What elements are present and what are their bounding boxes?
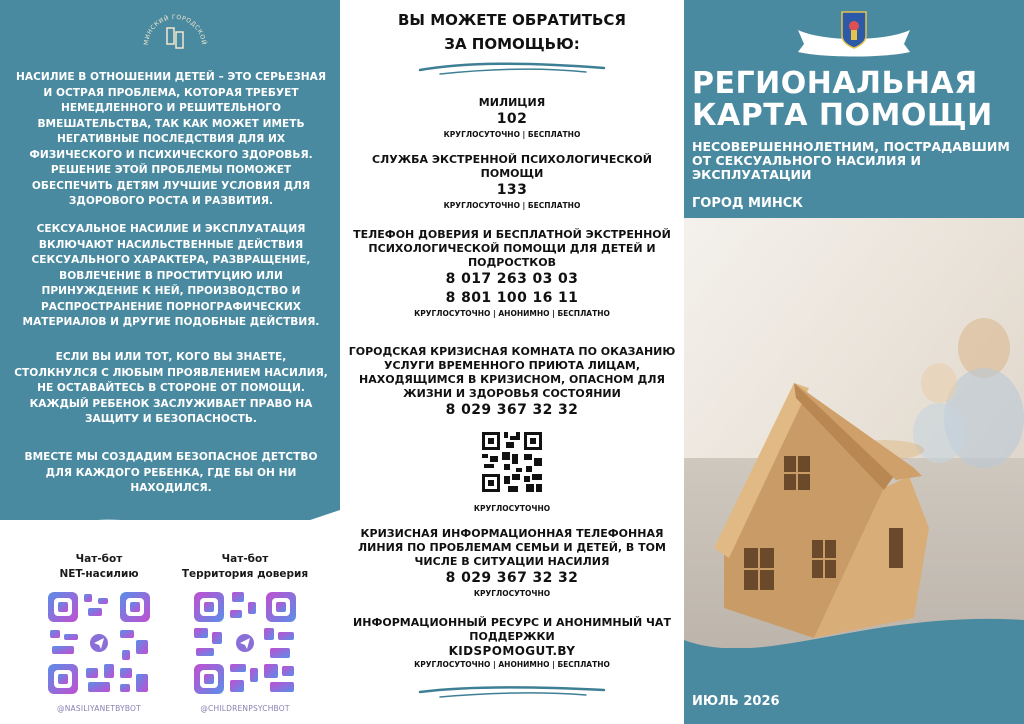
phone-number[interactable]: 8 029 367 32 32 <box>445 570 579 586</box>
swoosh-divider <box>416 684 608 702</box>
wave-divider <box>684 600 1024 670</box>
phone-number[interactable]: 8 801 100 16 11 <box>445 290 579 306</box>
swoosh-divider <box>416 60 608 78</box>
qr-code-icon[interactable] <box>190 588 300 698</box>
service-name: КРИЗИСНАЯ ИНФОРМАЦИОННАЯ ТЕЛЕФОННАЯ ЛИНИЯ ПО ПРОБЛЕМАМ СЕМЬИ И ДЕТЕЙ, В ТОМ ЧИСЛЕ В СИТУАЦИИ НАСИЛИЯ <box>358 527 666 568</box>
service-note: КРУГЛОСУТОЧНО | БЕСПЛАТНО <box>443 130 581 139</box>
title-line-2: КАРТА ПОМОЩИ <box>692 98 993 133</box>
heading-line-1: ВЫ МОЖЕТЕ ОБРАТИТЬСЯ <box>398 11 626 29</box>
city-label: ГОРОД МИНСК <box>692 196 803 211</box>
service-name: ТЕЛЕФОН ДОВЕРИЯ И БЕСПЛАТНОЙ ЭКСТРЕННОЙ ПСИХОЛОГИЧЕСКОЙ ПОМОЩИ ДЛЯ ДЕТЕЙ И ПОДРОСТКОВ <box>353 228 671 269</box>
coat-of-arms-icon <box>794 8 914 58</box>
bot-handle: @NASILIYANETBYBOT <box>57 704 141 713</box>
service-name: ГОРОДСКАЯ КРИЗИСНАЯ КОМНАТА ПО ОКАЗАНИЮ УСЛУГИ ВРЕМЕННОГО ПРИЮТА ЛИЦАМ, НАХОДЯЩИМСЯ В КРИЗИСНОМ, ОПАСНОМ ДЛЯ ЖИЗНИ И ЗДОРОВЬЯ СОСТОЯНИИ <box>348 345 676 400</box>
phone-number[interactable]: 8 029 367 32 32 <box>445 402 579 418</box>
heading-line-2: ЗА ПОМОЩЬЮ: <box>444 35 580 53</box>
service-child-helpline <box>346 228 678 320</box>
service-name: ИНФОРМАЦИОННЫЙ РЕСУРС И АНОНИМНЫЙ ЧАТ ПОДДЕРЖКИ <box>353 616 671 643</box>
phone-number[interactable]: 8 017 263 03 03 <box>445 271 579 287</box>
bot-handle: @CHILDRENPSYCHBOT <box>200 704 290 713</box>
service-name: СЛУЖБА ЭКСТРЕННОЙ ПСИХОЛОГИЧЕСКОЙ ПОМОЩИ <box>372 153 652 180</box>
service-note: КРУГЛОСУТОЧНО | АНОНИМНО | БЕСПЛАТНО <box>414 309 610 318</box>
service-note: КРУГЛОСУТОЧНО <box>473 589 551 598</box>
call-to-action-paragraph: ЕСЛИ ВЫ ИЛИ ТОТ, КОГО ВЫ ЗНАЕТЕ, СТОЛКНУЛСЯ С ЛЮБЫМ ПРОЯВЛЕНИЕМ НАСИЛИЯ, НЕ ОСТАВАЙТЕСЬ В СТОРОНЕ ОТ ПОМОЩИ. КАЖДЫЙ РЕБЕНОК ЗАСЛУЖИВАЕТ ПРАВО НА ЗАЩИТУ И БЕЗОПАСНОСТЬ. <box>14 351 328 425</box>
service-family-line <box>346 527 678 600</box>
house-photo-icon <box>684 218 1024 648</box>
service-psych-emergency <box>346 153 678 212</box>
left-panel <box>0 0 340 724</box>
closing-paragraph: ВМЕСТЕ МЫ СОЗДАДИМ БЕЗОПАСНОЕ ДЕТСТВО ДЛЯ КАЖДОГО РЕБЕНКА, ГДЕ БЫ ОН НИ НАХОДИЛСЯ. <box>24 451 318 494</box>
definition-paragraph: СЕКСУАЛЬНОЕ НАСИЛИЕ И ЭКСПЛУАТАЦИЯ ВКЛЮЧАЮТ НАСИЛЬСТВЕННЫЕ ДЕЙСТВИЯ СЕКСУАЛЬНОГО ХАРАКТЕРА, РАЗВРАЩЕНИЕ, ВОВЛЕЧЕНИЕ В ПРОСТИТУЦИЮ ИЛИ ПРИНУЖДЕНИЕ К НЕЙ, ПРОИЗВОДСТВО И РАСПРОСТРАНЕНИЕ ПОРНОГРАФИЧЕСКИХ МАТЕРИАЛОВ И ДРУГИЕ ПОДОБНЫЕ ДЕЙСТВИЯ. <box>22 223 320 328</box>
qr-code-icon[interactable] <box>44 588 154 698</box>
qr-code-icon[interactable] <box>480 430 544 494</box>
bot-name: NET-насилию <box>59 568 139 580</box>
brochure-title <box>692 68 1022 132</box>
service-note: КРУГЛОСУТОЧНО | АНОНИМНО | БЕСПЛАТНО <box>414 660 610 669</box>
city-logo-icon <box>140 6 210 66</box>
service-police <box>346 96 678 141</box>
bot-label: Чат-бот <box>75 553 123 565</box>
logo-text: МИНСКИЙ ГОРОДСКОЙ <box>142 13 208 46</box>
crisis-room-note <box>346 503 678 515</box>
service-crisis-room <box>346 345 678 420</box>
title-line-1: РЕГИОНАЛЬНАЯ <box>692 66 978 101</box>
bot-label: Чат-бот <box>221 553 269 565</box>
service-name: МИЛИЦИЯ <box>478 96 546 109</box>
bot-name: Территория доверия <box>181 568 309 580</box>
phone-number[interactable]: 102 <box>496 111 528 127</box>
bot-territoriya-doveriya[interactable] <box>180 552 310 713</box>
svg-text:МИНСКИЙ ГОРОДСКОЙ <box>143 14 207 46</box>
help-heading <box>340 8 684 56</box>
intro-paragraph: НАСИЛИЕ В ОТНОШЕНИИ ДЕТЕЙ – ЭТО СЕРЬЕЗНАЯ И ОСТРАЯ ПРОБЛЕМА, КОТОРАЯ ТРЕБУЕТ НЕМЕДЛЕННОГО И РЕШИТЕЛЬНОГО ВМЕШАТЕЛЬСТВА, ТАК КАК МОЖЕТ ИМЕТЬ НЕГАТИВНЫЕ ПОСЛЕДСТВИЯ ДЛЯ ИХ ФИЗИЧЕСКОГО И ПСИХИЧЕСКОГО ЗДОРОВЬЯ. РЕШЕНИЕ ЭТОЙ ПРОБЛЕМЫ ПОМОЖЕТ ОБЕСПЕЧИТЬ ДЕТЯМ ЛУЧШИЕ УСЛОВИЯ ДЛЯ ЗДОРОВОГО РОСТА И РАЗВИТИЯ. <box>16 71 326 207</box>
brochure-subtitle: НЕСОВЕРШЕННОЛЕТНИМ, ПОСТРАДАВШИМ ОТ СЕКСУАЛЬНОГО НАСИЛИЯ И ЭКСПЛУАТАЦИИ <box>692 139 1010 182</box>
service-note: КРУГЛОСУТОЧНО <box>473 504 551 513</box>
service-note: КРУГЛОСУТОЧНО | БЕСПЛАТНО <box>443 201 581 210</box>
right-panel <box>684 0 1024 724</box>
issue-date: ИЮЛЬ 2026 <box>692 694 780 709</box>
website-link[interactable]: KIDSPOMOGUT.BY <box>448 644 576 658</box>
middle-panel <box>340 0 684 724</box>
service-kidspomogut <box>346 616 678 671</box>
bot-net-nasiliyu[interactable] <box>34 552 164 713</box>
phone-number[interactable]: 133 <box>496 182 528 198</box>
